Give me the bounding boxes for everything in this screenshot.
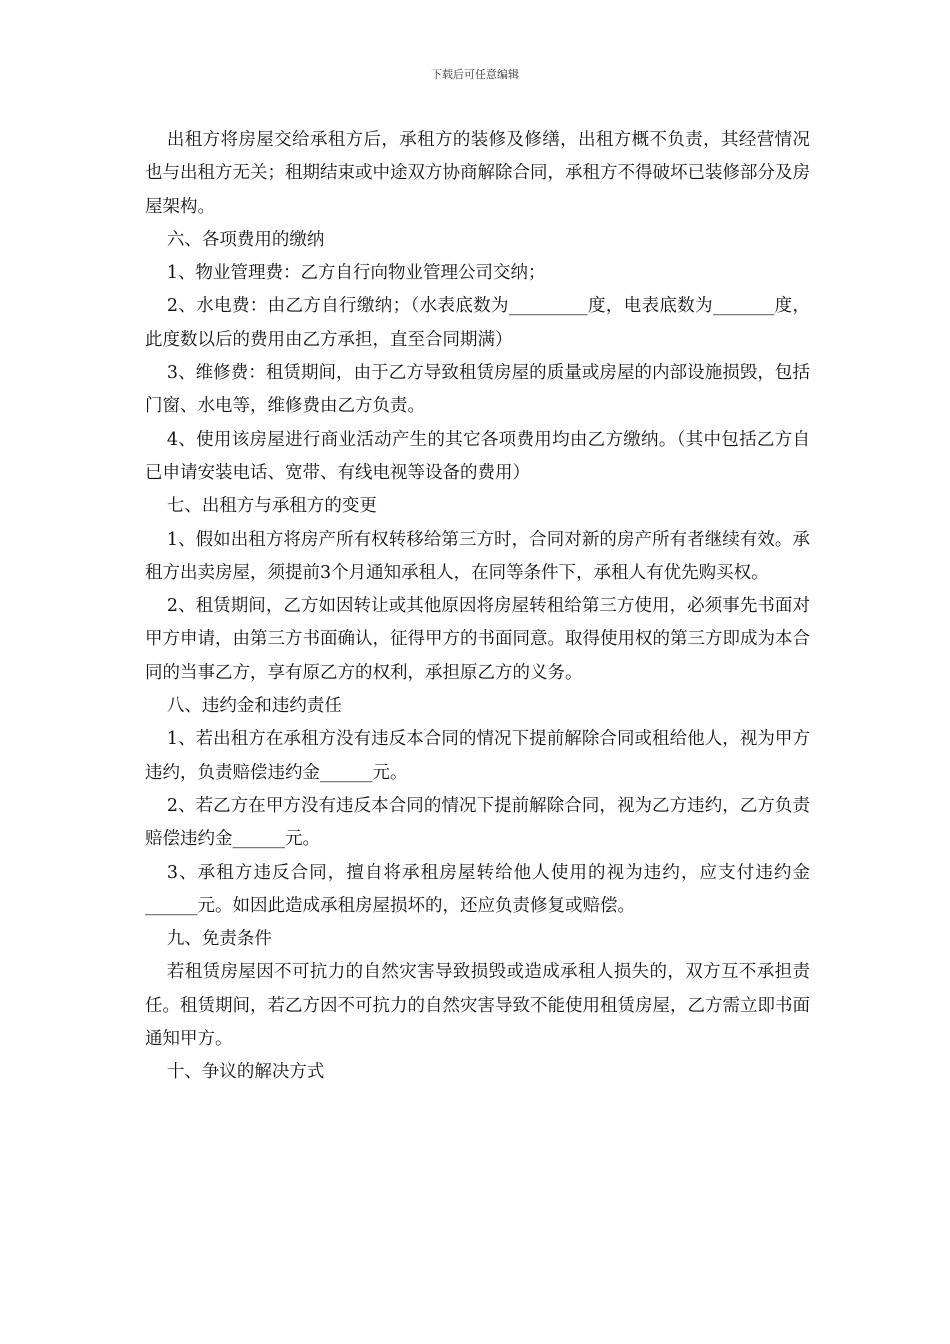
paragraph-other-fees: 4、使用该房屋进行商业活动产生的其它各项费用均由乙方缴纳。（其中包括乙方自已申请安装电话、宽带、有线电视等设备的费用） bbox=[145, 429, 810, 483]
paragraph-repair-fee: 3、维修费：租赁期间，由于乙方导致租赁房屋的质量或房屋的内部设施损毁，包括门窗、水电等，维修费由乙方负责。 bbox=[145, 363, 810, 417]
page-header: 下载后可任意编辑 bbox=[431, 68, 519, 81]
paragraph-lessor-breach: 1、若出租方在承租方没有违反本合同的情况下提前解除合同或租给他人，视为甲方违约，负责赔偿违约金______元。 bbox=[145, 729, 810, 783]
section-heading-changes: 七、出租方与承租方的变更 bbox=[166, 496, 377, 517]
section-heading-penalty: 八、违约金和违约责任 bbox=[166, 696, 342, 717]
paragraph-lessee-breach: 2、若乙方在甲方没有违反本合同的情况下提前解除合同，视为乙方违约，乙方负责赔偿违约金______元。 bbox=[145, 795, 810, 850]
paragraph-ownership-transfer: 1、假如出租方将房产所有权转移给第三方时，合同对新的房产所有者继续有效。承租方出卖房屋，须提前3个月通知承租人，在同等条件下，承租人有优先购买权。 bbox=[145, 529, 810, 583]
section-heading-exemption: 九、免责条件 bbox=[166, 929, 272, 950]
paragraph-renovation: 出租方将房屋交给承租方后，承租方的装修及修缮，出租方概不负责，其经营情况也与出租方无关；租期结束或中途双方协商解除合同，承租方不得破坏已装修部分及房屋架构。 bbox=[145, 130, 810, 217]
paragraph-force-majeure: 若租赁房屋因不可抗力的自然灾害导致损毁或造成承租人损失的，双方互不承担责任。租赁期间，若乙方因不可抗力的自然灾害导致不能使用租赁房屋，乙方需立即书面通知甲方。 bbox=[145, 962, 810, 1050]
paragraph-sublease: 2、租赁期间，乙方如因转让或其他原因将房屋转租给第三方使用，必须事先书面对甲方申请，由第三方书面确认，征得甲方的书面同意。取得使用权的第三方即成为本合同的当事乙方，享有原乙方的权利，承担原乙方的义务。 bbox=[145, 596, 810, 683]
section-heading-fees: 六、各项费用的缴纳 bbox=[166, 229, 325, 250]
paragraph-unauthorized-transfer: 3、承租方违反合同，擅自将承租房屋转给他人使用的视为违约，应支付违约金______元。如因此造成承租房屋损坏的，还应负责修复或赔偿。 bbox=[145, 862, 810, 916]
paragraph-property-fee: 1、物业管理费：乙方自行向物业管理公司交纳； bbox=[166, 263, 546, 284]
document-body bbox=[145, 124, 810, 1090]
section-heading-disputes: 十、争议的解决方式 bbox=[166, 1062, 325, 1083]
paragraph-utility-fee: 2、水电费：由乙方自行缴纳；（水表底数为_________度，电表底数为_______度，此度数以后的费用由乙方承担，直至合同期满） bbox=[145, 296, 810, 350]
